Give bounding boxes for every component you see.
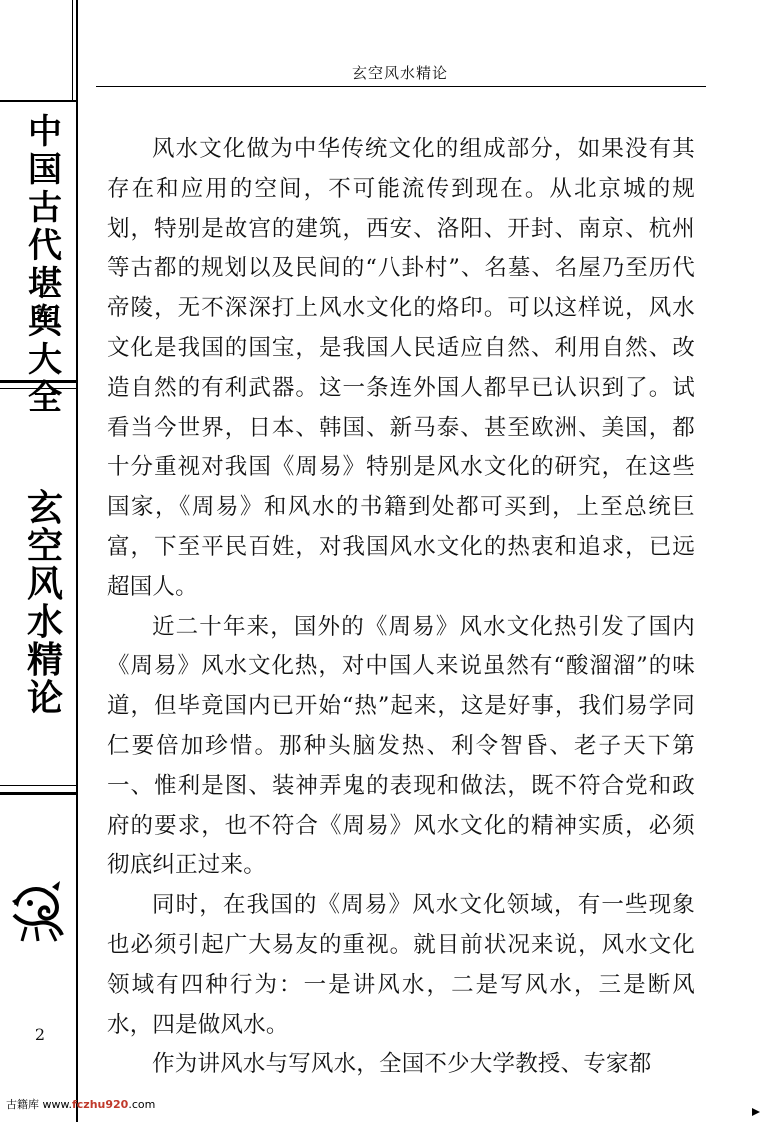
margin-rule-vertical: [76, 0, 78, 1122]
margin-rule-lower-a: [0, 785, 78, 786]
book-title-char: 玄: [26, 487, 63, 529]
series-title-char: 舆: [28, 302, 62, 342]
book-title-char: 风: [26, 563, 63, 605]
footer-prefix: 古籍库 www.: [6, 1098, 72, 1111]
book-title: [20, 487, 70, 719]
book-title-char: 空: [26, 525, 63, 567]
dragon-emblem-icon: [8, 875, 66, 945]
book-title-char: 水: [26, 601, 63, 643]
series-title-char: 国: [28, 150, 62, 190]
footer-suffix: .com: [128, 1098, 156, 1111]
paragraph: 作为讲风水与写风水，全国不少大学教授、专家都: [152, 1051, 652, 1078]
running-head: 玄空风水精论: [351, 64, 448, 82]
margin-rule-top: [0, 100, 78, 102]
header-rule: [96, 86, 706, 87]
margin-rule-vertical-thin: [72, 0, 73, 100]
paragraph: 近二十年来，国外的《周易》风水文化热引发了国内《周易》风水文化热，对中国人来说虽然有“酸溜溜”的味道，但毕竟国内已开始“热”起来，这是好事，我们易学同仁要倍加珍惜。那种头脑发热、利令智昏、老子天下第一、惟利是图、装神弄鬼的表现和做法，既不符合党和政府的要求，也不符合《周易》风水文化的精神实质，必须彻底纠正过来。: [107, 613, 695, 879]
series-title-char: 大: [28, 340, 62, 380]
series-title-char: 代: [28, 226, 62, 266]
paragraph: 风水文化做为中华传统文化的组成部分，如果没有其存在和应用的空间，不可能流传到现在。从北京城的规划，特别是故宫的建筑，西安、洛阳、开封、南京、杭州等古都的规划以及民间的“八卦村”、名墓、名屋乃至历代帝陵，无不深深打上风水文化的烙印。可以这样说，风水文化是我国的国宝，是我国人民适应自然、利用自然、改造自然的有利武器。这一条连外国人都早已认识到了。试看当今世界，日本、韩国、新马泰、甚至欧洲、美国，都十分重视对我国《周易》特别是风水文化的研究，在这些国家，《周易》和风水的书籍到处都可买到，上至总统巨富，下至平民百姓，对我国风水文化的热衷和追求，已远超国人。: [107, 136, 695, 600]
book-title-char: 论: [26, 677, 63, 719]
body-text: [107, 130, 695, 1085]
page-turn-arrow-icon: [752, 1108, 760, 1116]
series-title-char: 中: [28, 112, 62, 152]
series-title: [20, 112, 70, 419]
margin-rule-lower-b: [0, 792, 78, 795]
paragraph: 同时，在我国的《周易》风水文化领域，有一些现象也必须引起广大易友的重视。就目前状况来说，风水文化领域有四种行为：一是讲风水，二是写风水，三是断风水，四是做风水。: [107, 892, 695, 1038]
series-title-char: 堪: [28, 264, 62, 304]
book-title-char: 精: [26, 639, 63, 681]
footer-watermark: [6, 1096, 155, 1112]
series-title-char: 古: [28, 188, 62, 228]
footer-site-name: fczhu920: [71, 1098, 129, 1111]
page-number: 2: [34, 1025, 46, 1044]
series-title-char: 全: [28, 378, 62, 418]
